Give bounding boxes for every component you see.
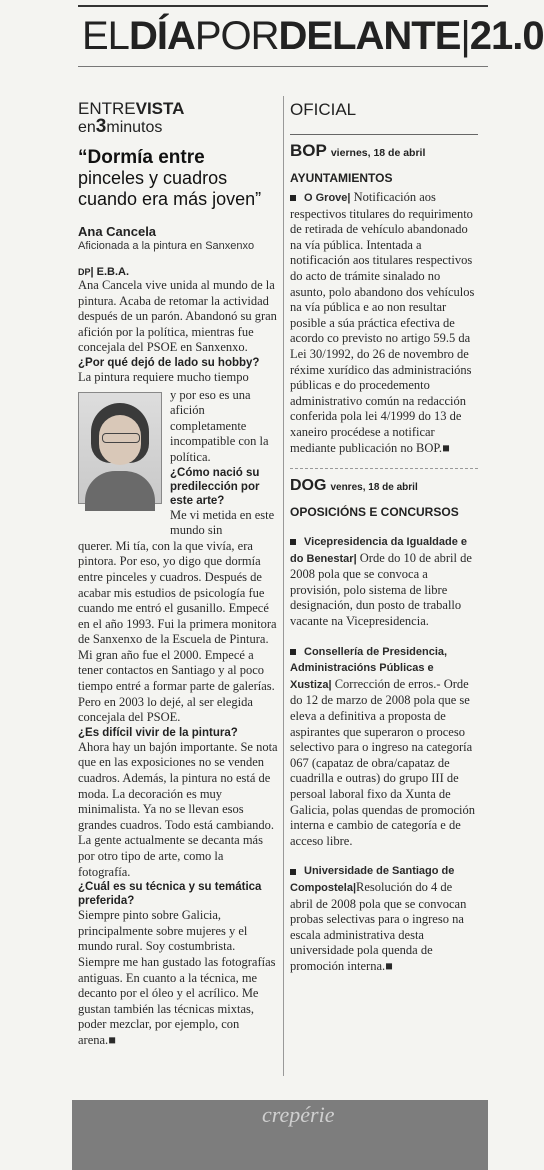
dog-entry: Vicepresidencia da Igualdade e do Benestar| Orde do 10 de abril de 2008 pola que se convoca a provisión, polo sistema de libre designación, dun posto de traballo vacante na Vicepresidencia.	[290, 536, 472, 629]
column-divider	[283, 96, 284, 1076]
masthead-bottom-rule	[78, 66, 488, 67]
answer: La pintura requiere mucho tiempo	[78, 369, 249, 384]
footer-ad	[72, 1100, 488, 1170]
interviewee-photo	[78, 392, 162, 504]
section-subkicker: en3minutos	[78, 116, 163, 137]
masthead-top-rule	[78, 5, 488, 7]
oficial-column	[290, 100, 478, 975]
dog-entry: Consellería de Presidencia, Administracións Públicas e Xustiza| Corrección de erros.- Orde do 12 de marzo de 2008 pola que se eleva a definitiva a proposta de aspirantes que superaron o proceso selectivo para o ingreso na categoría 067 (capataz de obra/capataz de cuadrilla e outras) do grupo III de persoal laboral fixo da Xunta de Galicia, polas quendas de promoción interna e cambio de categoría e de acceso libre.	[290, 645, 476, 848]
end-mark: ■	[108, 1032, 116, 1047]
article-headline: “Dormía entre pinceles y cuadros cuando era más joven”	[78, 147, 262, 209]
answer: y por eso es una afición completamente incompatible con la política.	[170, 387, 269, 464]
bullet-square-icon	[290, 869, 296, 875]
question: ¿Cuál es su técnica y su temática preferida?	[78, 881, 262, 908]
article-intro: Ana Cancela vive unida al mundo de la pintura. Acaba de retomar la actividad después de un parón. Abandonó su gran afición por la política, mientras fue concejala del PSOE en Sanxenxo.	[78, 278, 277, 355]
interviewee-name: Ana Cancela	[78, 224, 157, 239]
dog-header: DOG venres, 18 de abril	[290, 477, 418, 495]
bullet-square-icon	[290, 649, 296, 655]
question: ¿Es difícil vivir de la pintura?	[78, 726, 238, 739]
interview-column	[78, 100, 278, 1049]
bullet-square-icon	[290, 539, 296, 545]
dog-subheading: OPOSICIÓNS E CONCURSOS	[290, 505, 459, 520]
answer: Ahora hay un bajón importante. Se nota que en las exposiciones no se venden cuadros. Además, la pintura no está de moda. La decoración es muy minimalista. Ya no se llevan esos grandes cuadros. Todo está cambiando. La gente actualmente se decanta más por otro tipo de arte, como la fotografía.	[78, 739, 278, 879]
bop-entry: O Grove| Notificación aos respectivos titulares do requirimento de retirada de vehículo abandonado na vía pública. Intentada a notificación aos titulares respectivos do acto de trámite sinalado no asunto, polo abandono dos vehículos na vía pública e ao non resultar posible a súa práctica efectiva de acordo co previsto no artigo 59.5 da Lei 30/1992, do 26 de novembro de réxime xurídico das administracións públicas e do procedemento administrativo común na redacción conferida pola lei 4/1999 do 13 de xaneiro procédese a notificar mediante publicación no BOP.■	[290, 190, 475, 455]
divider	[290, 468, 478, 469]
answer: Siempre pinto sobre Galicia, principalmente sobre mujeres y el mundo rural. Soy costumbrista. Siempre me han gustado las fotografías antiguas. En cuanto a la técnica, me decanto por el óleo y el acrílico. Me gustan también las técnicas mixtas, poder mezclar, por ejemplo, con arena.■	[78, 908, 276, 1047]
author-signature: DP| E.B.A.	[78, 266, 130, 278]
dog-entry: Universidade de Santiago de Compostela|Resolución do 4 de abril de 2008 pola que se convocan probas selectivas para o ingreso na escala administrativa desta universidade pola quenda de promoción interna.■	[290, 865, 467, 973]
answer: Me vi metida en este mundo sin	[170, 507, 275, 538]
masthead-date: 21.0	[469, 14, 544, 58]
photo-side-text	[170, 388, 278, 539]
masthead	[0, 0, 544, 70]
photo-row	[78, 388, 278, 539]
question: ¿Por qué dejó de lado su hobby?	[78, 356, 260, 369]
section-title: OFICIAL	[290, 100, 357, 119]
question: ¿Cómo nació su predilección por este arte?	[170, 466, 260, 507]
bop-header: BOP viernes, 18 de abril	[290, 134, 478, 161]
answer: querer. Mi tía, con la que vivía, era pintora. Por eso, yo digo que dormía entre pinceles y cuadros. Después de acabar mis estudios de psicología fue cuando me entró el gusanillo. Empecé en el año 1993. Fui la primera monitora de Sanxenxo de la Escuela de Pintura. Mi gran año fue el 2000. Empecé a tener contactos en Santiago y al poco tiempo entré a formar parte de galerías. Pero en 2003 lo dejé, al ser elegida concejala del PSOE.	[78, 538, 277, 725]
newspaper-section-title: ELDÍAPORDELANTE|21.0	[82, 14, 544, 58]
bop-subheading: AYUNTAMIENTOS	[290, 171, 393, 185]
ad-text: crepérie	[262, 1102, 335, 1127]
section-kicker: ENTREVISTA	[78, 99, 185, 118]
interviewee-role: Aficionada a la pintura en Sanxenxo	[78, 240, 255, 252]
bullet-square-icon	[290, 195, 296, 201]
